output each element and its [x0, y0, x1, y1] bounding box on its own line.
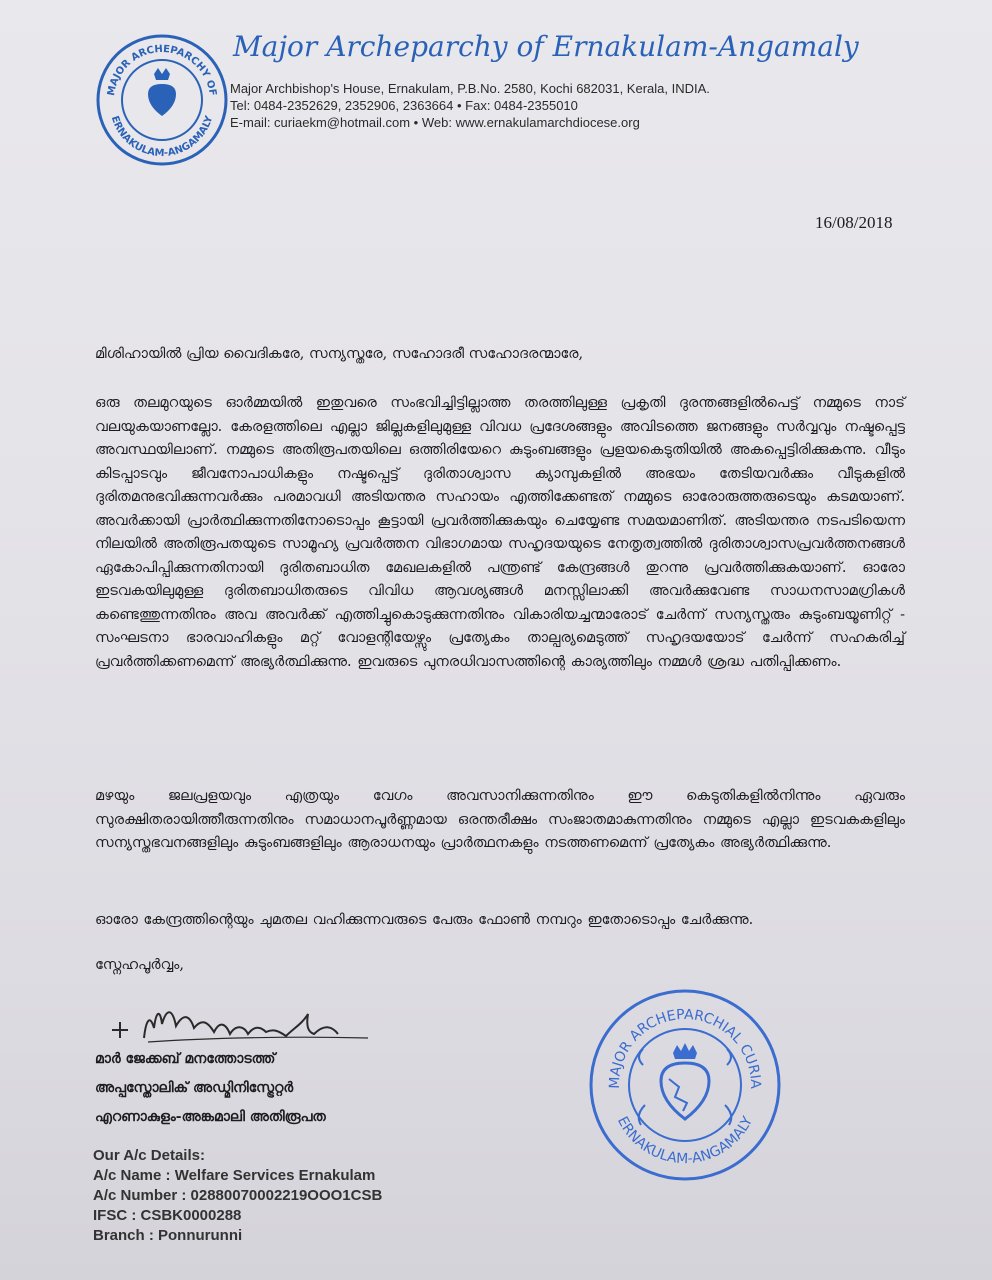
body-paragraph: ഒരു തലമുറയുടെ ഓർമ്മയിൽ ഇതുവരെ സംഭവിച്ചിട്ടില്ലാത്ത തരത്തിലുള്ള പ്രകൃതി ദുരന്തങ്ങളിൽപെട്ട് നമ്മുടെ നാട് വലയുകയാണല്ലോ. കേരളത്തിലെ എല്ലാ ജില്ലകളിലുമുള്ള വിവധ പ്രദേശങ്ങളും അവിടത്തെ ജനങ്ങളും സർവ്വവും നഷ്ടപ്പെട്ട അവസ്ഥയിലാണ്. നമ്മുടെ അതിരൂപതയിലെ ഒത്തിരിയേറെ കുടുംബങ്ങളും പ്രളയകെടുതിയിൽ അകപ്പെട്ടിരിക്കുകന്നു. വീടും കിടപ്പാടവും ജീവനോപാധികളും നഷ്ടപ്പെട്ട് ദുരിതാശ്വാസ ക്യാമ്പുകളിൽ അഭയം തേടിയവർക്കും വീടുകളിൽ ദുരിതമനുഭവിക്കുന്നവർക്കും പരമാവധി അടിയന്തര സഹായം എത്തിക്കേണ്ടത് നമ്മുടെ ഓരോരുത്തരുടെയും കടമയാണ്. അവർക്കായി പ്രാർത്ഥിക്കുന്നതിനോടൊപ്പം കൂട്ടായി പ്രവർത്തിക്കുകയും ചെയ്യേണ്ട സമയമാണിത്. അടിയന്തര നടപടിയെന്ന നിലയിൽ അതിരൂപതയുടെ സാമൂഹ്യ പ്രവർത്തന വിഭാഗമായ സഹൃദയയുടെ നേതൃത്വത്തിൽ ദുരിതാശ്വാസപ്രവർത്തനങ്ങൾ ഏകോപിപ്പിക്കുന്നതിനായി ദുരിതബാധിത മേഖലകളിൽ പന്ത്രണ്ട് കേന്ദ്രങ്ങൾ തുറന്നു പ്രവർത്തിക്കുകയാണ്. ഓരോ ഇടവകയിലുമുള്ള ദുരിതബാധിതരുടെ വിവിധ ആവശ്യങ്ങൾ മനസ്സിലാക്കി അവർക്കുവേണ്ട സാധനസാമഗ്രികൾ കണ്ടെത്തുന്നതിനും അവ അവർക്ക് എത്തിച്ചുകൊടുക്കുന്നതിനും വികാരിയച്ചന്മാരോട് ചേർന്ന് സന്യസ്തരും കുടുംബയൂണിറ്റ് - സംഘടനാ ഭാരവാഹികളും മറ്റ് വോളന്റിയേഴ്സും പ്രത്യേകം താല്പര്യമെടുത്ത് സഹൃദയയോട് ചേർന്ന് സഹകരിച്ച് പ്രവർത്തിക്കണമെന്ന് അഭ്യർത്ഥിക്കുന്നു. ഇവരുടെ പുനരധിവാസത്തിന്റെ കാര്യത്തിലും നമ്മൾ ശ്രദ്ധ പതിപ്പിക്കണം. [95, 395, 905, 670]
stamp-top-text: MAJOR ARCHEPARCHIAL CURIA [606, 1006, 764, 1090]
letter-date: 16/08/2018 [815, 213, 893, 232]
account-ifsc: IFSC : CSBK0000288 [93, 1207, 242, 1224]
account-branch: Branch : Ponnurunni [93, 1227, 243, 1244]
seal-top-text: MAJOR ARCHEPARCHY OF [106, 43, 218, 97]
closing-greeting: സ്നേഹപൂർവ്വം, [95, 957, 184, 973]
signer-title: അപ്പസ്തോലിക് അഡ്മിനിസ്ട്രേറ്റർ [95, 1080, 294, 1096]
signer-diocese: എറണാകുളം-അങ്കമാലി അതിരൂപത [95, 1109, 326, 1125]
account-details [93, 1146, 382, 1246]
signer-name: മാർ ജേക്കബ് മനത്തോടത്ത് [95, 1051, 276, 1067]
archeparchy-seal-logo [92, 30, 232, 170]
account-heading: Our A/c Details: [93, 1147, 205, 1164]
account-name: A/c Name : Welfare Services Ernakulam [93, 1167, 376, 1184]
seal-bottom-text: ERNAKULAM-ANGAMALY [108, 114, 216, 160]
stamp-bottom-text: ERNAKULAM-ANGAMALY [613, 1114, 757, 1168]
body-paragraph: മഴയും ജലപ്രളയവും എത്രയും വേഗം അവസാനിക്കുന്നതിനും ഈ കെടുതികളിൽനിന്നും ഏവരും സുരക്ഷിതരായിത്തീരുന്നതിനും സമാധാനപൂർണ്ണമായ ഒരന്തരീക്ഷം സംജാതമാകുന്നതിനും നമ്മുടെ എല്ലാ ഇടവകകളിലും സന്യസ്തഭവനങ്ങളിലും കുടുംബങ്ങളിലും ആരാധനയും പ്രാർത്ഥനകളും നടത്തണമെന്ന് പ്രത്യേകം അഭ്യർത്ഥിക്കുന്നു. [95, 788, 905, 851]
email-web-line: E-mail: curiaekm@hotmail.com • Web: www.ernakulamarchdiocese.org [230, 115, 640, 130]
phone-fax-line: Tel: 0484-2352629, 2352906, 2363664 • Fax: 0484-2355010 [230, 98, 578, 113]
signer-block [95, 1045, 326, 1132]
body-paragraph: ഓരോ കേന്ദ്രത്തിന്റെയും ചുമതല വഹിക്കുന്നവരുടെ പേരും ഫോൺ നമ്പറും ഇതോടൊപ്പം ചേർക്കുന്നു. [95, 912, 754, 928]
official-curia-stamp [585, 985, 785, 1185]
address-line: Major Archbishop's House, Ernakulam, P.B.No. 2580, Kochi 682031, Kerala, INDIA. [230, 81, 710, 96]
account-number: A/c Number : 02880070002219OOO1CSB [93, 1187, 383, 1204]
salutation: മിശിഹായിൽ പ്രിയ വൈദികരേ, സന്യസ്തരേ, സഹോദരീ സഹോദരന്മാരേ, [95, 346, 584, 362]
archeparchy-title: Major Archeparchy of Ernakulam-Angamaly [233, 30, 859, 63]
contact-block [230, 80, 850, 131]
